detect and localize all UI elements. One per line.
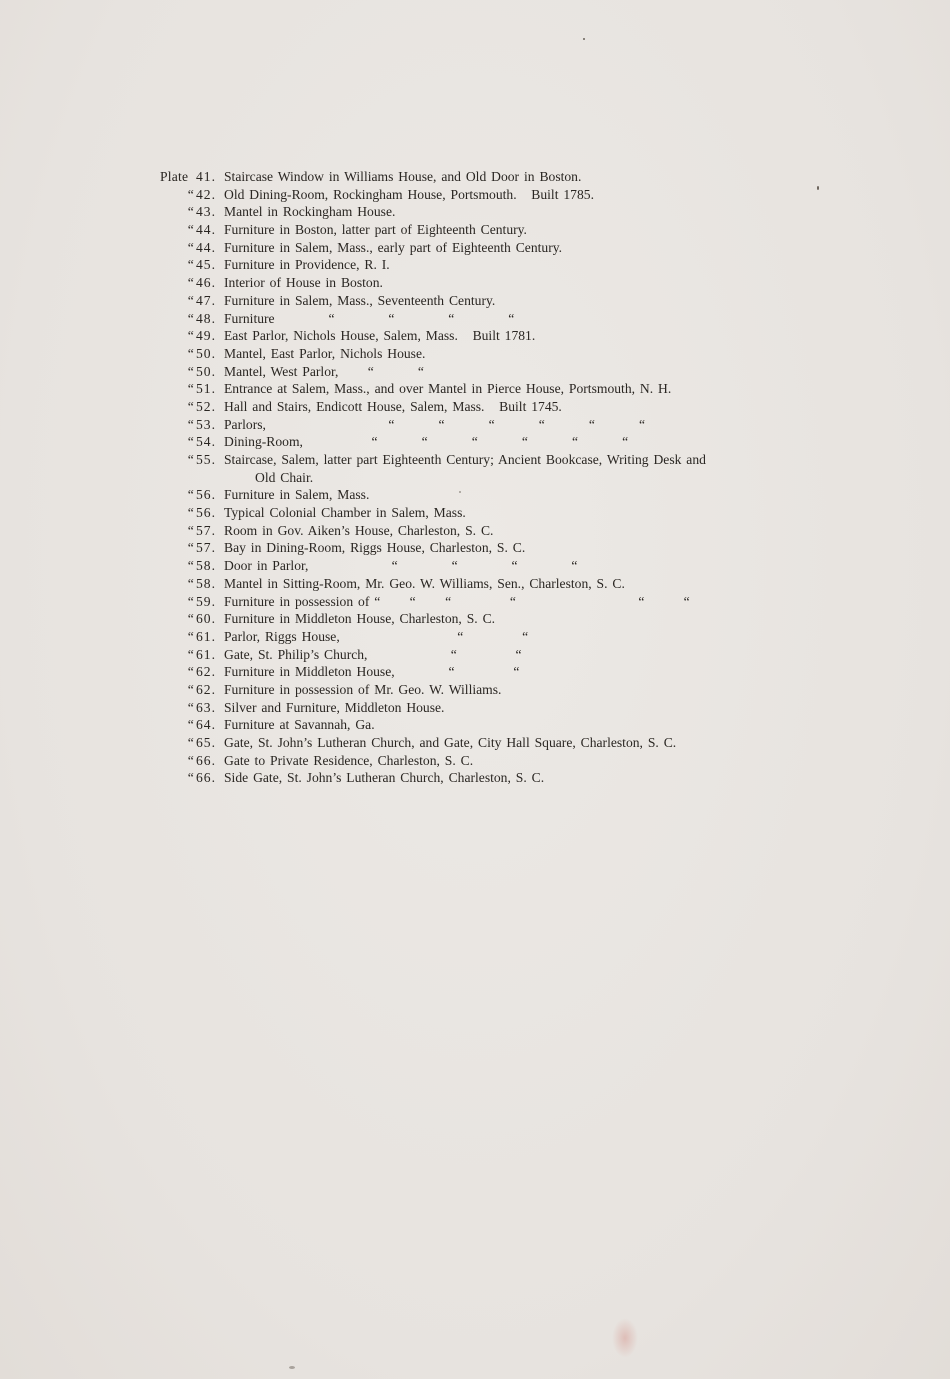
plate-number-value: 56. — [196, 505, 216, 521]
plate-entry — [160, 681, 780, 699]
plate-prefix: Plate — [160, 169, 189, 184]
plate-number — [160, 203, 224, 221]
plate-title-text: Hall and Stairs, Endicott House, Salem, Mass. Built 1745. — [224, 398, 562, 414]
plate-title — [224, 221, 780, 239]
plate-number-value: 61. — [196, 646, 216, 662]
plate-prefix: “ — [187, 540, 194, 556]
plate-entry — [160, 575, 780, 593]
plate-number — [160, 752, 224, 770]
plate-title — [224, 752, 780, 770]
plate-title — [224, 575, 780, 593]
plate-number-value: 58. — [196, 558, 216, 574]
plate-number — [160, 681, 224, 699]
plate-number — [160, 363, 224, 381]
plate-list — [160, 168, 780, 787]
plate-prefix: “ — [187, 628, 194, 644]
plate-number — [160, 380, 224, 398]
plate-title — [224, 256, 780, 274]
plate-entry — [160, 486, 780, 504]
plate-title-text: Dining-Room, “ “ “ “ “ “ — [224, 434, 629, 450]
plate-title-text: Room in Gov. Aiken’s House, Charleston, S. C. — [224, 522, 494, 538]
plate-title — [224, 416, 780, 434]
plate-entry — [160, 504, 780, 522]
plate-title — [224, 345, 780, 363]
plate-title-text: Mantel in Rockingham House. — [224, 204, 396, 220]
plate-title — [224, 769, 780, 787]
plate-number-value: 55. — [196, 452, 216, 467]
plate-entry — [160, 610, 780, 628]
plate-prefix: “ — [187, 345, 194, 361]
plate-title — [224, 274, 780, 292]
plate-number — [160, 504, 224, 522]
plate-title-text: Entrance at Salem, Mass., and over Mantel in Pierce House, Portsmouth, N. H. — [224, 381, 672, 397]
plate-entry — [160, 363, 780, 381]
plate-prefix: “ — [187, 292, 194, 308]
paper-speck — [289, 1366, 295, 1369]
plate-entry — [160, 310, 780, 328]
plate-number-value: 48. — [196, 310, 216, 326]
plate-title-text: Gate to Private Residence, Charleston, S. C. — [224, 752, 474, 768]
plate-number — [160, 734, 224, 752]
plate-number — [160, 769, 224, 787]
plate-title-text: East Parlor, Nichols House, Salem, Mass. Built 1781. — [224, 328, 536, 344]
plate-title — [224, 663, 780, 681]
plate-entry — [160, 451, 780, 486]
plate-title — [224, 734, 780, 752]
plate-number-value: 50. — [196, 363, 216, 379]
plate-title — [224, 327, 780, 345]
paper-speck — [459, 491, 461, 493]
plate-prefix: “ — [187, 522, 194, 538]
plate-entry — [160, 292, 780, 310]
plate-title — [224, 699, 780, 717]
plate-number-value: 66. — [196, 770, 216, 786]
plate-number — [160, 345, 224, 363]
plate-entry — [160, 539, 780, 557]
plate-prefix: “ — [187, 310, 194, 326]
plate-title-text: Furniture in Salem, Mass., early part of Eighteenth Century. — [224, 239, 563, 255]
plate-number — [160, 274, 224, 292]
plate-number-value: 57. — [196, 522, 216, 538]
plate-prefix: “ — [187, 699, 194, 715]
plate-number — [160, 398, 224, 416]
plate-entry — [160, 327, 780, 345]
plate-title — [224, 646, 780, 664]
plate-prefix: “ — [187, 328, 194, 344]
plate-number-value: 63. — [196, 699, 216, 715]
plate-entry — [160, 628, 780, 646]
plate-title-text: Staircase, Salem, latter part Eighteenth Century; Ancient Bookcase, Writing Desk and — [224, 452, 706, 467]
plate-number — [160, 557, 224, 575]
plate-title-text: Furniture in Middleton House, Charleston, S. C. — [224, 611, 496, 627]
plate-number-value: 54. — [196, 434, 216, 450]
plate-title-text: Furniture in Providence, R. I. — [224, 257, 390, 273]
plate-prefix: “ — [187, 558, 194, 574]
plate-entry — [160, 734, 780, 752]
plate-entry — [160, 433, 780, 451]
plate-number — [160, 699, 224, 717]
plate-number-value: 57. — [196, 540, 216, 556]
plate-prefix: “ — [187, 275, 194, 291]
plate-number-value: 53. — [196, 416, 216, 432]
plate-title — [224, 504, 780, 522]
plate-title-text: Furniture in Salem, Mass. — [224, 487, 370, 503]
plate-prefix: “ — [187, 487, 194, 503]
plate-entry — [160, 380, 780, 398]
plate-number — [160, 168, 224, 186]
plate-entry — [160, 239, 780, 257]
plate-number-value: 60. — [196, 611, 216, 627]
paper-speck — [817, 186, 819, 190]
plate-title — [224, 522, 780, 540]
plate-number — [160, 646, 224, 664]
plate-number — [160, 239, 224, 257]
plate-title — [224, 310, 780, 328]
plate-title-text: Side Gate, St. John’s Lutheran Church, Charleston, S. C. — [224, 770, 545, 786]
plate-number — [160, 575, 224, 593]
plate-prefix: “ — [187, 239, 194, 255]
plate-title-text: Staircase Window in Williams House, and Old Door in Boston. — [224, 169, 582, 184]
plate-prefix: “ — [187, 752, 194, 768]
plate-prefix: “ — [187, 204, 194, 220]
plate-title-text: Furniture in Middleton House, “ “ — [224, 664, 520, 680]
plate-title-text: Silver and Furniture, Middleton House. — [224, 699, 445, 715]
plate-number-value: 56. — [196, 487, 216, 503]
plate-prefix: “ — [187, 434, 194, 450]
plate-title — [224, 186, 780, 204]
plate-number — [160, 451, 224, 469]
plate-title-text: Furniture at Savannah, Ga. — [224, 717, 375, 733]
plate-title — [224, 681, 780, 699]
plate-title-text: Mantel in Sitting-Room, Mr. Geo. W. Williams, Sen., Charleston, S. C. — [224, 575, 625, 591]
plate-prefix: “ — [187, 575, 194, 591]
plate-number-value: 58. — [196, 575, 216, 591]
plate-prefix: “ — [187, 593, 194, 609]
plate-number-value: 45. — [196, 257, 216, 273]
plate-number-value: 47. — [196, 292, 216, 308]
plate-number — [160, 256, 224, 274]
plate-number — [160, 593, 224, 611]
plate-entry — [160, 416, 780, 434]
plate-number — [160, 310, 224, 328]
plate-entry — [160, 186, 780, 204]
plate-number-value: 51. — [196, 381, 216, 397]
plate-title — [224, 557, 780, 575]
plate-title-text: Furniture in Salem, Mass., Seventeenth Century. — [224, 292, 496, 308]
plate-number — [160, 486, 224, 504]
plate-title-text: Furniture “ “ “ “ — [224, 310, 515, 326]
plate-title — [224, 610, 780, 628]
plate-number-value: 41. — [196, 169, 216, 184]
plate-number — [160, 716, 224, 734]
plate-number — [160, 628, 224, 646]
plate-title-text: Gate, St. John’s Lutheran Church, and Gate, City Hall Square, Charleston, S. C. — [224, 735, 677, 751]
plate-number-value: 42. — [196, 186, 216, 202]
plate-number — [160, 433, 224, 451]
plate-title — [224, 716, 780, 734]
plate-title-text: Mantel, East Parlor, Nichols House. — [224, 345, 426, 361]
plate-title-text: Mantel, West Parlor, “ “ — [224, 363, 424, 379]
plate-entry — [160, 716, 780, 734]
plate-prefix: “ — [187, 222, 194, 238]
plate-number — [160, 327, 224, 345]
plate-prefix: “ — [187, 681, 194, 697]
plate-title-continuation: Old Chair. — [255, 469, 314, 485]
plate-number — [160, 292, 224, 310]
plate-prefix: “ — [187, 611, 194, 627]
plate-number-value: 64. — [196, 717, 216, 733]
plate-entry — [160, 203, 780, 221]
plate-title — [224, 451, 780, 486]
plate-number-value: 44. — [196, 239, 216, 255]
plate-entry — [160, 769, 780, 787]
plate-entry — [160, 168, 780, 186]
plate-title-text: Parlors, “ “ “ “ “ “ — [224, 416, 646, 432]
plate-entry — [160, 557, 780, 575]
plate-title — [224, 628, 780, 646]
plate-number — [160, 221, 224, 239]
plate-prefix: “ — [187, 505, 194, 521]
plate-title-text: Old Dining-Room, Rockingham House, Portsmouth. Built 1785. — [224, 186, 594, 202]
plate-title — [224, 380, 780, 398]
plate-entry — [160, 345, 780, 363]
plate-title-text: Gate, St. Philip’s Church, “ “ — [224, 646, 522, 662]
plate-number-value: 44. — [196, 222, 216, 238]
plate-number — [160, 610, 224, 628]
plate-prefix: “ — [187, 257, 194, 273]
plate-prefix: “ — [187, 452, 194, 467]
plate-title — [224, 539, 780, 557]
plate-entry — [160, 256, 780, 274]
plate-title — [224, 593, 780, 611]
plate-number-value: 65. — [196, 735, 216, 751]
plate-prefix: “ — [187, 363, 194, 379]
plate-title — [224, 239, 780, 257]
plate-entry — [160, 593, 780, 611]
plate-number — [160, 539, 224, 557]
plate-prefix: “ — [187, 717, 194, 733]
plate-prefix: “ — [187, 770, 194, 786]
plate-entry — [160, 398, 780, 416]
plate-prefix: “ — [187, 398, 194, 414]
plate-number — [160, 522, 224, 540]
plate-title-text: Parlor, Riggs House, “ “ — [224, 628, 529, 644]
plate-title-text: Furniture in Boston, latter part of Eighteenth Century. — [224, 222, 527, 238]
plate-number — [160, 416, 224, 434]
plate-entry — [160, 274, 780, 292]
plate-title — [224, 292, 780, 310]
plate-prefix: “ — [187, 186, 194, 202]
plate-title-text: Interior of House in Boston. — [224, 275, 383, 291]
plate-number-value: 62. — [196, 681, 216, 697]
plate-number-value: 46. — [196, 275, 216, 291]
plate-title — [224, 486, 780, 504]
plate-number-value: 62. — [196, 664, 216, 680]
plate-prefix: “ — [187, 646, 194, 662]
plate-number-value: 50. — [196, 345, 216, 361]
plate-title-text: Typical Colonial Chamber in Salem, Mass. — [224, 505, 466, 521]
plate-title — [224, 168, 780, 186]
plate-prefix: “ — [187, 416, 194, 432]
plate-number-value: 43. — [196, 204, 216, 220]
plate-number — [160, 186, 224, 204]
plate-entry — [160, 752, 780, 770]
plate-entry — [160, 522, 780, 540]
plate-title-text: Door in Parlor, “ “ “ “ — [224, 558, 578, 574]
plate-title — [224, 203, 780, 221]
plate-title-text: Furniture in possession of Mr. Geo. W. Williams. — [224, 681, 502, 697]
plate-title-text: Bay in Dining-Room, Riggs House, Charleston, S. C. — [224, 540, 526, 556]
plate-prefix: “ — [187, 735, 194, 751]
plate-entry — [160, 221, 780, 239]
plate-title-text: Furniture in possession of “ “ “ “ “ “ — [224, 593, 690, 609]
plate-number-value: 49. — [196, 328, 216, 344]
plate-entry — [160, 646, 780, 664]
plate-entry — [160, 663, 780, 681]
plate-prefix: “ — [187, 381, 194, 397]
plate-number-value: 66. — [196, 752, 216, 768]
plate-title — [224, 433, 780, 451]
plate-title — [224, 363, 780, 381]
paper-stain — [612, 1318, 638, 1358]
plate-title — [224, 398, 780, 416]
plate-prefix: “ — [187, 664, 194, 680]
plate-number-value: 52. — [196, 398, 216, 414]
plate-number-value: 61. — [196, 628, 216, 644]
plate-number-value: 59. — [196, 593, 216, 609]
paper-speck — [583, 38, 585, 40]
plate-entry — [160, 699, 780, 717]
plate-number — [160, 663, 224, 681]
